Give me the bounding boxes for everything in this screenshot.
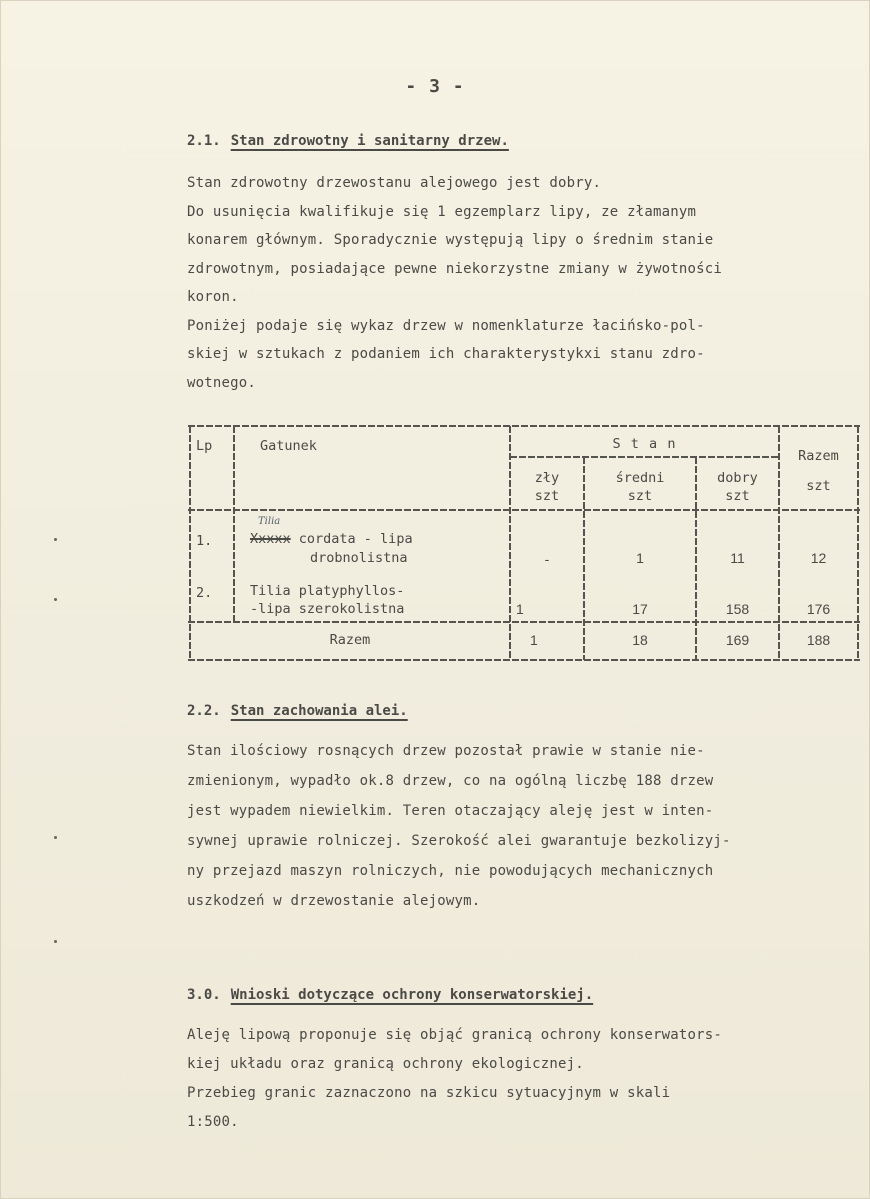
- row-1-sredni: 1: [636, 550, 644, 566]
- text-line: zdrowotnym, posiadające pewne niekorzystne zmiany w żywotności: [187, 260, 722, 277]
- section-2-2-body: [187, 737, 731, 917]
- header-zly: zły: [534, 470, 560, 486]
- text-line: Do usunięcia kwalifikuje się 1 egzemplarz lipy, ze złamanym: [187, 203, 697, 220]
- row-2-sredni: 17: [632, 601, 648, 617]
- section-number: 2.1.: [187, 133, 221, 149]
- row-2-razem: 176: [806, 601, 831, 617]
- total-sredni: 18: [632, 632, 648, 648]
- row-1-dobry: 11: [730, 550, 745, 566]
- section-heading-3-0: [187, 987, 593, 1003]
- text-line: jest wypadem niewielkim. Teren otaczający aleję jest w inten-: [187, 803, 714, 819]
- section-3-0-body: [187, 1021, 722, 1137]
- header-razem-unit: szt: [806, 478, 831, 494]
- row-2-lp: 2.: [196, 585, 213, 601]
- total-razem: 188: [806, 632, 831, 648]
- row-2-dobry: 158: [725, 601, 750, 617]
- text-line: Stan zdrowotny drzewostanu alejowego jest dobry.: [187, 175, 602, 191]
- text-line: skiej w sztukach z podaniem ich charakterystykxi stanu zdro-: [187, 346, 705, 362]
- section-number: 3.0.: [187, 987, 221, 1003]
- header-razem: Razem: [798, 448, 839, 464]
- page-number: - 3 -: [405, 76, 465, 97]
- margin-mark: [54, 940, 57, 943]
- section-number: 2.2.: [187, 703, 221, 719]
- header-sredni: średni: [615, 470, 665, 486]
- total-dobry: 169: [725, 632, 750, 648]
- header-zly-unit: szt: [534, 488, 560, 504]
- row-2-species-line-2: -lipa szerokolistna: [250, 601, 405, 617]
- section-title: Stan zachowania alei.: [230, 703, 408, 719]
- margin-mark: [54, 598, 57, 601]
- row-1-species-line-2: drobnolistna: [310, 550, 408, 566]
- section-title: Stan zdrowotny i sanitarny drzew.: [230, 133, 509, 149]
- section-title: Wnioski dotyczące ochrony konserwatorskiej.: [230, 987, 594, 1003]
- tree-inventory-table: [188, 424, 860, 664]
- handwritten-correction: Tilia: [258, 516, 281, 527]
- header-stan: S t a n: [612, 436, 677, 452]
- text-line: sywnej uprawie rolniczej. Szerokość alei gwarantuje bezkolizyj-: [187, 833, 731, 849]
- section-2-1-body: [187, 169, 722, 397]
- row-1-zly: -: [542, 552, 552, 568]
- text-line: konarem głównym. Sporadycznie występują lipy o średnim stanie: [187, 232, 714, 248]
- header-sredni-unit: szt: [627, 488, 653, 504]
- row-2-species-line-1: Tilia platyphyllos-: [250, 583, 405, 599]
- text-line: Poniżej podaje się wykaz drzew w nomenklaturze łacińsko-pol-: [187, 317, 705, 334]
- text-line: uszkodzeń w drzewostanie alejowym.: [187, 893, 481, 909]
- species-name-part: cordata - lipa: [298, 531, 413, 547]
- margin-mark: [54, 538, 57, 541]
- header-lp: Lp: [196, 438, 213, 454]
- row-1-lp: 1.: [196, 533, 213, 549]
- row-1-species-line-1: [250, 531, 413, 548]
- row-1-razem: 12: [810, 550, 827, 566]
- header-dobry: dobry: [717, 470, 758, 486]
- text-line: zmienionym, wypadło ok.8 drzew, co na ogólną liczbę 188 drzew: [187, 773, 714, 789]
- total-zly: 1: [530, 632, 538, 648]
- text-line: Przebieg granic zaznaczono na szkicu sytuacyjnym w skali: [187, 1085, 671, 1101]
- text-line: kiej układu oraz granicą ochrony ekologicznej.: [187, 1056, 584, 1072]
- header-dobry-unit: szt: [725, 488, 750, 504]
- section-heading-2-1: [187, 133, 509, 149]
- total-label: Razem: [329, 632, 371, 648]
- text-line: ny przejazd maszyn rolniczych, nie powodujących mechanicznych: [187, 863, 714, 879]
- struck-word: Xxxxx: [250, 531, 291, 547]
- header-gatunek: Gatunek: [260, 438, 317, 454]
- row-2-zly: 1: [516, 601, 524, 617]
- margin-mark: [54, 836, 57, 839]
- text-line: wotnego.: [187, 374, 257, 391]
- text-line: koron.: [187, 289, 239, 305]
- text-line: Aleję lipową proponuje się objąć granicą ochrony konserwators-: [187, 1027, 722, 1043]
- text-line: 1:500.: [187, 1114, 239, 1130]
- section-heading-2-2: [187, 703, 408, 719]
- text-line: Stan ilościowy rosnących drzew pozostał prawie w stanie nie-: [187, 743, 705, 759]
